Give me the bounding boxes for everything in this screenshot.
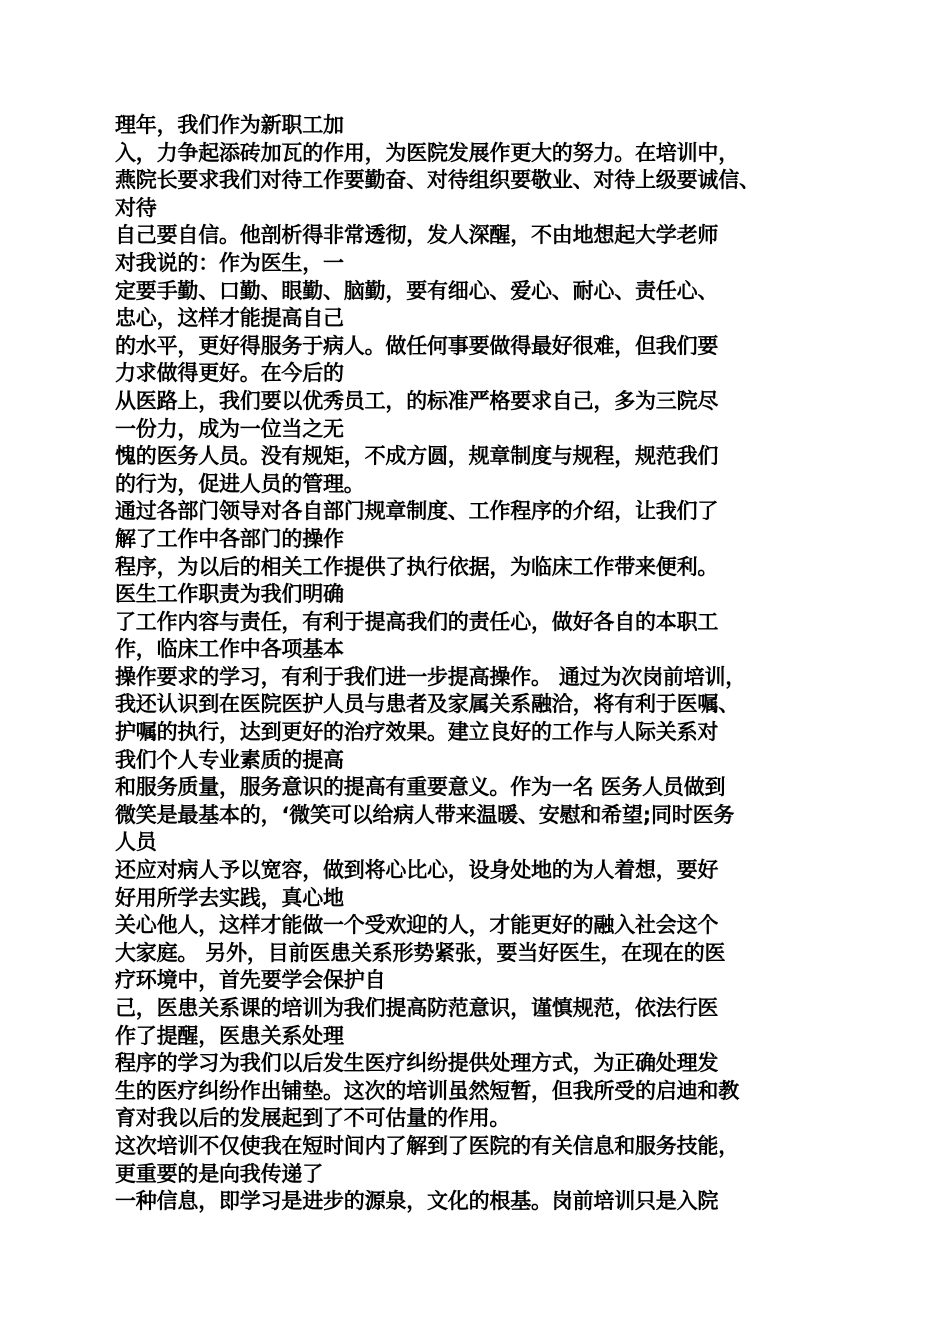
text-line: 作了提醒，医患关系处理 [115,1023,344,1048]
text-line: 程序，为以后的相关工作提供了执行依据，为临床工作带来便利。 [115,554,719,579]
text-line: 燕院长要求我们对待工作要勤奋、对待组织要敬业、对待上级要诚信、 [115,168,760,193]
text-line: 疗环境中，首先要学会保护自 [115,968,386,993]
text-line: 己，医患关系课的培训为我们提高防范意识，谨慎规范，依法行医 [115,996,719,1020]
text-line: 育对我以后的发展起到了不可估量的作用。 [115,1106,511,1131]
text-line: 作，临床工作中各项基本 [115,637,344,662]
text-line: 了工作内容与责任，有利于提高我们的责任心，做好各自的本职工 [115,609,719,634]
text-line: 力求做得更好。在今后的 [115,361,344,386]
text-line: 这次培训不仅使我在短时间内了解到了医院的有关信息和服务技能， [115,1133,739,1158]
text-line: 的水平，更好得服务于病人。做任何事要做得最好很难，但我们要 [115,333,719,358]
text-line: 还应对病人予以宽容，做到将心比心，设身处地的为人着想，要好 [115,858,719,883]
text-line: 我们个人专业素质的提高 [115,747,344,772]
text-line: 大家庭。 另外，目前医患关系形势紧张，要当好医生，在现在的医 [115,940,726,965]
text-line: 通过各部门领导对各自部门规章制度、工作程序的介绍，让我们了 [115,499,719,524]
text-line: 人员 [115,830,157,855]
text-line: 的行为，促进人员的管理。 [115,471,365,496]
text-line: 自己要自信。他剖析得非常透彻，发人深醒，不由地想起大学老师 [115,223,719,248]
text-line: 对待 [115,195,157,220]
text-line: 解了工作中各部门的操作 [115,526,344,551]
text-line: 和服务质量，服务意识的提高有重要意义。作为一名 医务人员做到 [115,775,726,800]
text-line: 理年，我们作为新职工加 [115,113,344,137]
text-line: 更重要的是向我传递了 [115,1161,323,1186]
text-line: 操作要求的学习，有利于我们进一步提高操作。 通过为次岗前培训， [115,664,747,689]
text-line: 一种信息，即学习是进步的源泉，文化的根基。岗前培训只是入院 [115,1189,719,1214]
text-line: 我还认识到在医院医护人员与患者及家属关系融洽，将有利于医嘱、 [115,692,739,717]
text-line: 从医路上，我们要以优秀员工，的标准严格要求自己，多为三院尽 [115,388,719,413]
text-line: 忠心，这样才能提高自己 [115,306,344,331]
text-line: 愧的医务人员。没有规矩，不成方圆，规章制度与规程，规范我们 [115,444,719,469]
text-line: 对我说的：作为医生，一 [115,250,344,275]
text-line: 关心他人，这样才能做一个受欢迎的人，才能更好的融入社会这个 [115,913,719,938]
text-line: 定要手勤、口勤、眼勤、脑勤，要有细心、爱心、耐心、责任心、 [115,278,719,303]
text-line: 一份力，成为一位当之无 [115,416,344,441]
text-line: 生的医疗纠纷作出铺垫。这次的培训虽然短暂，但我所受的启迪和教 [115,1078,739,1103]
text-line: 好用所学去实践，真心地 [115,885,344,910]
text-line: 程序的学习为我们以后发生医疗纠纷提供处理方式，为正确处理发 [115,1051,719,1076]
text-line: 护嘱的执行，达到更好的治疗效果。建立良好的工作与人际关系对 [115,720,719,745]
text-line: 入，力争起添砖加瓦的作用，为医院发展作更大的努力。在培训中， [115,140,739,165]
text-line: 微笑是最基本的，‘微笑可以给病人带来温暖、安慰和希望;同时医务 [115,802,735,827]
text-line: 医生工作职责为我们明确 [115,582,344,607]
body-text [115,112,850,1216]
